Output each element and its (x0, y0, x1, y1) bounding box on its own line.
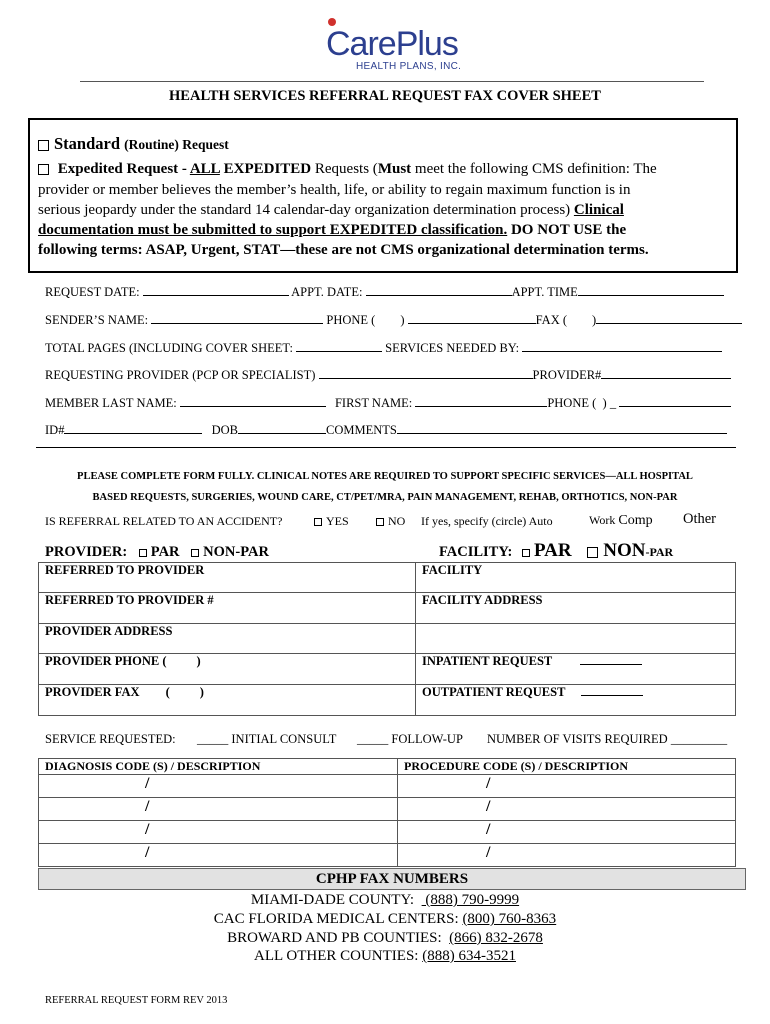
miami-label: MIAMI-DADE COUNTY: (250, 892, 422, 908)
member-last-field[interactable] (180, 396, 326, 407)
provider-phone-label: PROVIDER PHONE ( (45, 654, 167, 668)
facility-par-checkbox[interactable] (522, 549, 530, 557)
provider-fax-close: ) (199, 685, 204, 699)
expedited-line-3 (38, 202, 624, 219)
broward-label: BROWARD AND PB COUNTIES: (227, 930, 450, 946)
first-name-label: FIRST NAME: (334, 396, 413, 410)
other-label: ALL OTHER COUNTIES: (254, 948, 423, 964)
request-date-row (45, 285, 724, 300)
requesting-provider-field[interactable] (319, 368, 533, 379)
requesting-provider-row (45, 368, 731, 383)
inpatient-cell[interactable] (416, 654, 736, 685)
provider-fax-cell[interactable] (39, 685, 416, 716)
procedure-header: PROCEDURE CODE (S) / DESCRIPTION (398, 759, 736, 775)
appt-date-label: APPT. DATE: (291, 285, 363, 299)
first-name-field[interactable] (415, 396, 547, 407)
logo-subtitle: HEALTH PLANS, INC. (356, 61, 462, 72)
facility-nonpar-checkbox[interactable] (587, 547, 598, 558)
member-last-label: MEMBER LAST NAME: (45, 396, 177, 410)
facility-address-cont-cell[interactable] (416, 624, 736, 654)
diagnosis-header: DIAGNOSIS CODE (S) / DESCRIPTION (39, 759, 398, 775)
services-needed-label: SERVICES NEEDED BY: (385, 341, 520, 355)
inpatient-label: INPATIENT REQUEST (422, 654, 553, 668)
provider-num-label: PROVIDER# (532, 368, 602, 382)
yes-checkbox[interactable] (314, 518, 322, 526)
fax-numbers-header: CPHP FAX NUMBERS (38, 868, 746, 890)
cac-label: CAC FLORIDA MEDICAL CENTERS: (213, 911, 463, 927)
comp-option[interactable]: Comp (618, 513, 653, 528)
accident-yes (314, 514, 349, 529)
facility-cell[interactable]: FACILITY (416, 563, 736, 593)
facility-type-label: FACILITY: (439, 544, 513, 560)
fax-broward (0, 930, 770, 947)
expedited-line-2: provider or member believes the member’s health, life, or ability to regain maximum function is in (38, 182, 631, 198)
codes-grid (38, 758, 736, 867)
facility-non-label: NON (603, 540, 646, 561)
sender-name-label: SENDER’S NAME: (45, 313, 149, 327)
expedited-line-5: following terms: ASAP, Urgent, STAT—these are not CMS organizational determination terms. (38, 242, 649, 258)
request-type-box (28, 118, 738, 273)
sender-row (45, 313, 742, 328)
facility-address-cell[interactable]: FACILITY ADDRESS (416, 593, 736, 624)
provider-fax-label: PROVIDER FAX (45, 685, 140, 699)
visits-required[interactable]: NUMBER OF VISITS REQUIRED _________ (487, 732, 728, 746)
appt-date-field[interactable] (366, 285, 512, 296)
no-label: NO (388, 514, 406, 528)
initial-consult-option[interactable]: _____ INITIAL CONSULT (197, 732, 337, 746)
id-row (45, 423, 727, 438)
dob-field[interactable] (238, 423, 326, 434)
line4-doc: documentation must be submitted to support EXPEDITED classification. (38, 222, 508, 238)
accident-no (376, 514, 405, 529)
procedure-row[interactable]: / (398, 798, 736, 821)
miami-number[interactable]: (888) 790-9999 (421, 892, 520, 908)
service-requested-label: SERVICE REQUESTED: (45, 732, 176, 746)
appt-time-label: APPT. TIME (511, 285, 578, 299)
provider-phone-cell[interactable] (39, 654, 416, 685)
provider-address-cell[interactable]: PROVIDER ADDRESS (39, 624, 416, 654)
expedited-option (38, 161, 657, 178)
standard-checkbox[interactable] (38, 140, 49, 151)
other-number[interactable]: (888) 634-3521 (422, 948, 516, 964)
no-checkbox[interactable] (376, 518, 384, 526)
provider-fax-open: ( (165, 685, 170, 699)
pages-row (45, 341, 722, 356)
form-footer: REFERRAL REQUEST FORM REV 2013 (45, 995, 228, 1006)
cac-number[interactable]: (800) 760-8363 (462, 911, 557, 927)
procedure-row[interactable]: / (398, 844, 736, 867)
outpatient-label: OUTPATIENT REQUEST (422, 685, 566, 699)
form-title: HEALTH SERVICES REFERRAL REQUEST FAX COVER SHEET (169, 88, 601, 104)
services-needed-field[interactable] (522, 341, 722, 352)
accident-question: IS REFERRAL RELATED TO AN ACCIDENT? (45, 514, 283, 528)
total-pages-field[interactable] (296, 341, 382, 352)
procedure-row[interactable]: / (398, 775, 736, 798)
expedited-label: Expedited Request - (57, 161, 190, 177)
standard-option (38, 134, 229, 154)
fax-cac (0, 911, 770, 928)
provider-type (45, 544, 269, 561)
line3-clinical: Clinical (573, 202, 624, 218)
phone-field[interactable] (408, 313, 536, 324)
expedited-must: Must (377, 161, 412, 177)
line3-text: serious jeopardy under the standard 14 calendar-day organization determination process) (38, 202, 574, 218)
member-row (45, 396, 731, 411)
fax-other (0, 948, 770, 965)
diagnosis-row[interactable]: / (39, 821, 398, 844)
provider-nonpar-label: NON-PAR (203, 544, 269, 560)
standard-sub: (Routine) Request (124, 137, 229, 152)
careplus-logo (320, 24, 460, 72)
broward-number[interactable]: (866) 832-2678 (449, 930, 543, 946)
fax-label: FAX ( ) (535, 313, 597, 327)
referred-to-provider-cell[interactable]: REFERRED TO PROVIDER (39, 563, 416, 593)
outpatient-field[interactable] (581, 685, 643, 696)
other-option[interactable]: Other (683, 511, 717, 527)
referred-provider-num-cell[interactable]: REFERRED TO PROVIDER # (39, 593, 416, 624)
notice-line-1: PLEASE COMPLETE FORM FULLY. CLINICAL NOTES ARE REQUIRED TO SUPPORT SPECIFIC SERVICES—ALL HOSPITAL (77, 471, 693, 482)
request-date-label: REQUEST DATE: (45, 285, 140, 299)
outpatient-cell[interactable] (416, 685, 736, 716)
header-rule (80, 81, 704, 82)
work-option[interactable]: Work (589, 513, 616, 527)
provider-phone-close: ) (196, 654, 201, 668)
standard-label: Standard (54, 134, 121, 153)
yes-label: YES (326, 514, 349, 528)
notice-line-2: BASED REQUESTS, SURGERIES, WOUND CARE, CT/PET/MRA, PAIN MANAGEMENT, REHAB, ORTHOTICS, NON-PAR (92, 492, 678, 503)
expedited-line-4 (38, 222, 626, 239)
sender-name-field[interactable] (151, 313, 323, 324)
inpatient-field[interactable] (580, 654, 642, 665)
appt-time-field[interactable] (578, 285, 724, 296)
diagnosis-row[interactable]: / (39, 775, 398, 798)
expedited-word: EXPEDITED (219, 161, 312, 177)
expedited-text-2: meet the following CMS definition: The (411, 161, 657, 177)
total-pages-label: TOTAL PAGES (INCLUDING COVER SHEET: (45, 341, 293, 355)
provider-type-label: PROVIDER: (45, 544, 128, 560)
diagnosis-row[interactable]: / (39, 798, 398, 821)
expedited-text: Requests ( (311, 161, 378, 177)
id-field[interactable] (64, 423, 202, 434)
requesting-provider-label: REQUESTING PROVIDER (PCP OR SPECIALIST) (45, 368, 316, 382)
provider-par-label: PAR (150, 544, 180, 560)
facility-par-label: PAR (533, 540, 572, 561)
provider-nonpar-checkbox[interactable] (191, 549, 199, 557)
facility-type (439, 540, 673, 562)
fax-field[interactable] (596, 313, 742, 324)
expedited-all: ALL (189, 161, 220, 177)
accident-specify: If yes, specify (circle) Auto (421, 514, 553, 528)
member-phone-field[interactable] (619, 396, 731, 407)
id-label: ID# (45, 423, 65, 437)
follow-up-option[interactable]: _____ FOLLOW-UP (357, 732, 463, 746)
comments-line-2[interactable] (36, 447, 736, 448)
logo-wordmark: CarePlus (326, 25, 458, 63)
phone-label: PHONE ( ) (326, 313, 405, 327)
provider-par-checkbox[interactable] (139, 549, 147, 557)
accident-work (589, 513, 653, 529)
provider-facility-grid (38, 562, 736, 716)
request-date-field[interactable] (143, 285, 289, 296)
provider-num-field[interactable] (601, 368, 731, 379)
fax-miami (0, 892, 770, 909)
comments-label: COMMENTS (325, 423, 397, 437)
facility-par-suffix: -PAR (645, 545, 674, 559)
member-phone-label: PHONE ( ) _ (547, 396, 617, 410)
line4-donot: DO NOT USE the (507, 222, 627, 238)
procedure-row[interactable]: / (398, 821, 736, 844)
diagnosis-row[interactable]: / (39, 844, 398, 867)
comments-field[interactable] (397, 423, 727, 434)
dob-label: DOB (211, 423, 238, 437)
expedited-checkbox[interactable] (38, 164, 49, 175)
